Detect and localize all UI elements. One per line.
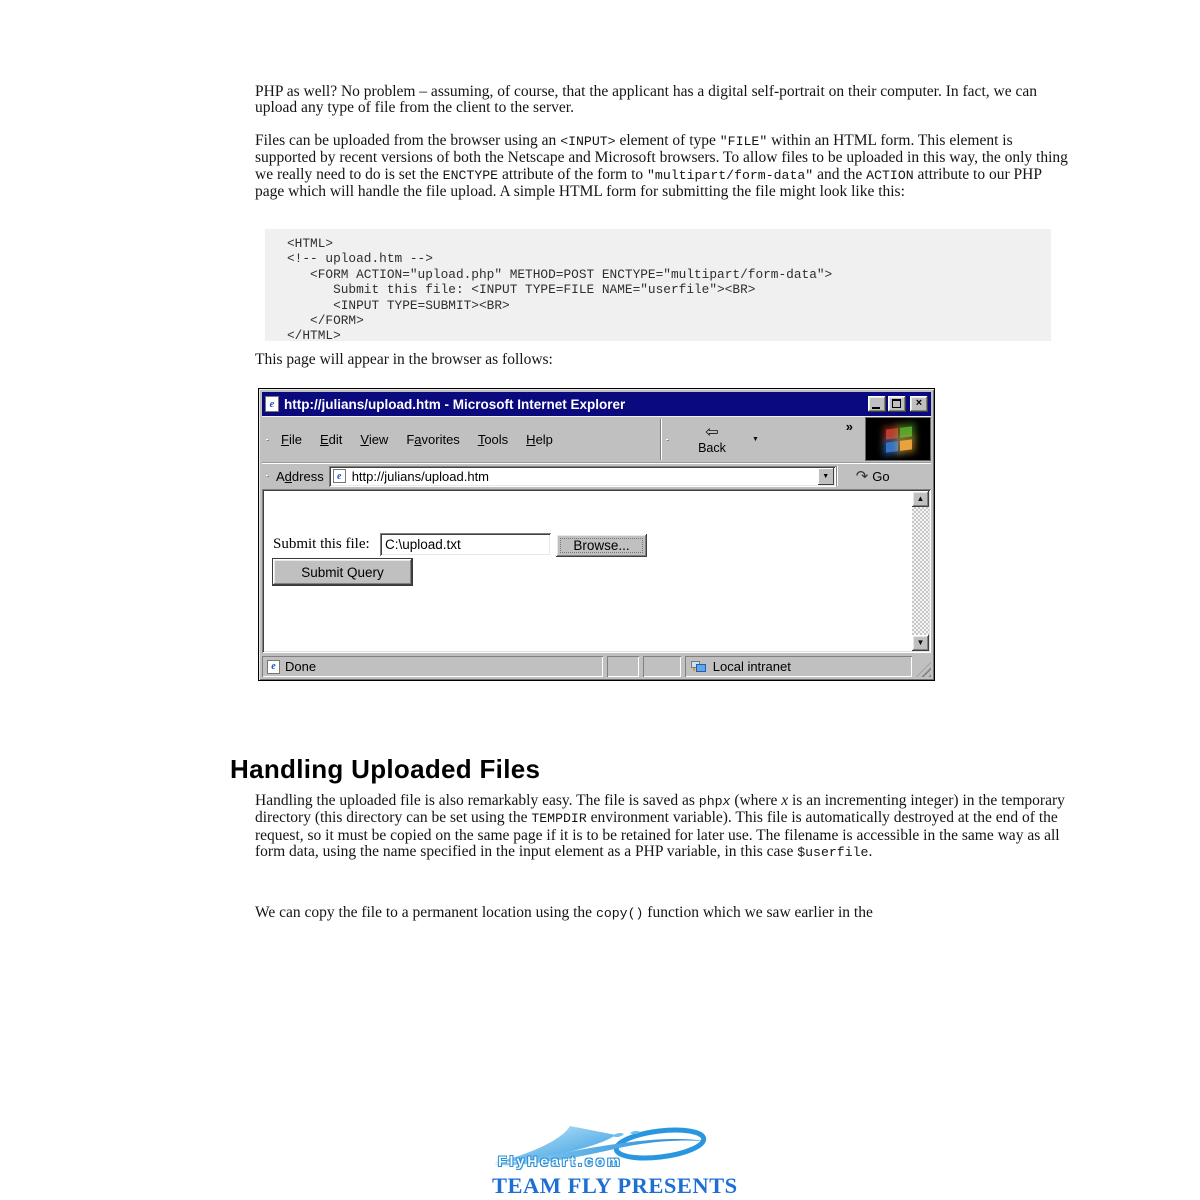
tagline-text: TEAM FLY PRESENTS (492, 1173, 738, 1198)
back-button-label: Back (698, 440, 726, 455)
menu-item-tools[interactable]: Tools (477, 432, 509, 447)
minimize-icon (872, 407, 880, 409)
go-button-label: Go (872, 468, 890, 484)
scroll-up-icon[interactable]: ▲ (912, 491, 929, 507)
windows-logo-throbber (865, 417, 931, 461)
toolbar-grip[interactable] (266, 475, 269, 477)
security-zone-label: Local intranet (712, 659, 791, 674)
ie-page-icon: e (265, 396, 279, 412)
menu-toolbar-row (262, 416, 931, 462)
submit-query-button[interactable]: Submit Query (273, 559, 412, 585)
paragraph-copy-function: We can copy the file to a permanent location using the copy() function which we saw earlier in the (255, 904, 873, 921)
resize-grip[interactable] (916, 662, 931, 677)
brand-text: FlyHeart.com (498, 1153, 623, 1169)
toolbar-overflow-chevron-icon[interactable]: » (845, 419, 853, 434)
code-block-upload-htm: <HTML> <!-- upload.htm --> <FORM ACTION="upload.php" METHOD=POST ENCTYPE="multipart/form-data"> Submit this file: <INPUT TYPE=FILE NAME="userfile"><BR> <INPUT TYPE=SUBMIT><BR> </FORM> </HTML> (265, 229, 1051, 341)
status-pane-empty (607, 656, 639, 677)
address-url: http://julians/upload.htm (351, 468, 490, 484)
back-arrow-icon: ⇦ (705, 423, 719, 441)
scroll-down-icon[interactable]: ▼ (912, 635, 929, 651)
ie-page-icon: e (267, 660, 280, 674)
status-pane-empty (643, 656, 681, 677)
address-label: Address (276, 468, 324, 484)
paragraph-handling-files: Handling the uploaded file is also remarkably easy. The file is saved as phpx (where x is an incrementing integer) in the temporary directory (this directory can be set using the TEMPDIR environment variable). This file is automatically destroyed at the end of the request, so it must be copied on the same page if it is to be retained for later use. The filename is accessible in the same way as all form data, using the name specified in the input element as a PHP variable, in this case $userfile. (255, 792, 1065, 861)
address-combobox[interactable] (329, 466, 836, 487)
minimize-button[interactable] (868, 396, 886, 412)
section-heading: Handling Uploaded Files (230, 754, 541, 784)
menu-item-file[interactable]: File (281, 432, 302, 447)
menu-bar (262, 417, 660, 462)
maximize-button[interactable] (888, 396, 906, 412)
file-field-label: Submit this file: (273, 536, 370, 552)
ie-page-icon: e (333, 469, 346, 483)
windows-flag-icon (886, 426, 912, 452)
go-arrow-icon: ↷ (855, 467, 869, 485)
paragraph-upload-explanation: Files can be uploaded from the browser using an <INPUT> element of type "FILE" within an HTML form. This element is supported by recent versions of both the Netscape and Microsoft browsers. To allow files to be uploaded in this way, the only thing we really need to do is set the ENCTYPE attribute of the form to "multipart/form-data" and the ACTION attribute to our PHP page which will handle the file upload. A simple HTML form for submitting the file might look like this: (255, 132, 1068, 201)
page-content-area (262, 489, 931, 653)
address-dropdown-button[interactable]: ▼ (818, 468, 834, 485)
title-bar (262, 392, 931, 416)
status-bar (262, 656, 931, 677)
menu-item-help[interactable]: Help (526, 432, 553, 447)
toolbar-grip[interactable] (266, 439, 269, 441)
close-button[interactable]: × (910, 396, 928, 412)
local-intranet-icon (690, 660, 708, 674)
window-title: http://julians/upload.htm - Microsoft Internet Explorer (284, 396, 626, 412)
paragraph-intro: PHP as well? No problem – assuming, of course, that the applicant has a digital self-portrait on their computer. In fact, we can upload any type of file from the client to the server. (255, 83, 1037, 117)
toolbar-grip[interactable] (666, 439, 669, 441)
maximize-icon (892, 399, 901, 408)
status-text: Done (285, 659, 317, 674)
address-bar-row (262, 462, 931, 489)
back-button[interactable] (684, 425, 740, 455)
status-pane-zone (685, 656, 912, 677)
back-dropdown-icon[interactable]: ▼ (752, 436, 759, 443)
navigation-toolbar (662, 417, 865, 462)
flyheart-logo (492, 1126, 738, 1198)
paragraph-browser-intro: This page will appear in the browser as follows: (255, 351, 553, 368)
menu-item-favorites[interactable]: Favorites (406, 432, 460, 447)
file-path-input[interactable] (380, 533, 551, 556)
menu-item-view[interactable]: View (360, 432, 389, 447)
go-button[interactable] (850, 467, 896, 486)
toolbar-divider (836, 466, 838, 486)
status-pane-done (262, 656, 603, 677)
browse-button[interactable]: Browse... (556, 534, 647, 557)
vertical-scrollbar[interactable] (912, 491, 929, 651)
ie-browser-window (258, 388, 935, 681)
menu-item-edit[interactable]: Edit (319, 432, 343, 447)
